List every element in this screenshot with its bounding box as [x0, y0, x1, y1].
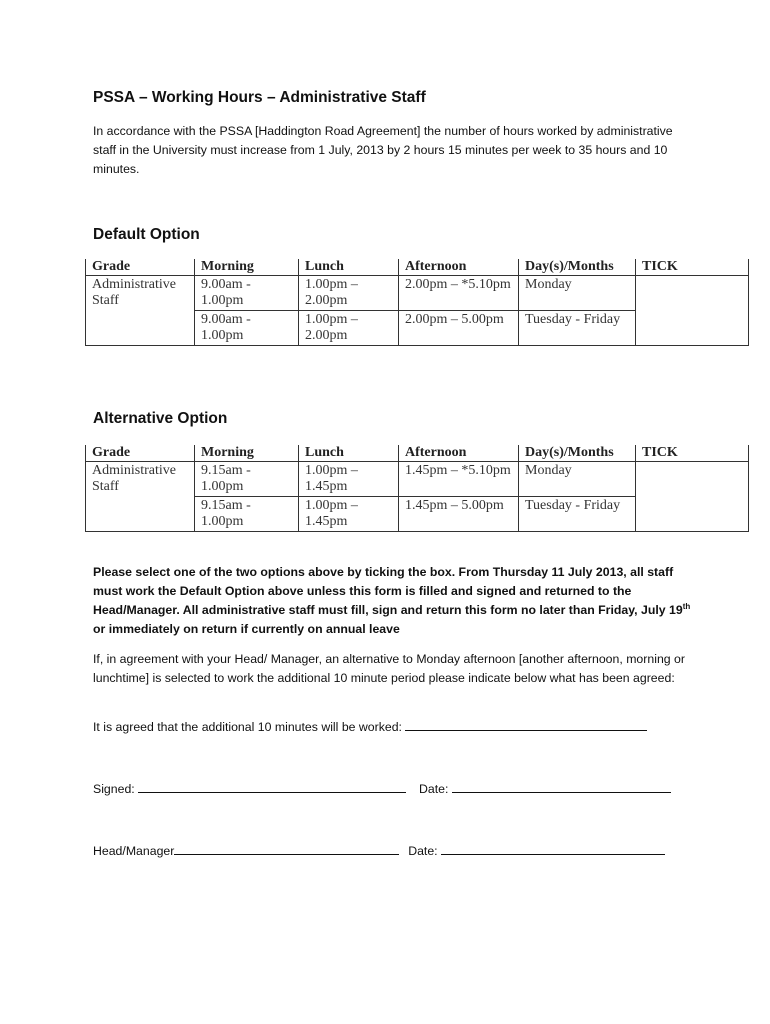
intro-paragraph: In accordance with the PSSA [Haddington Road Agreement] the number of hours worked by administrative staff in the University must increase from 1 July, 2013 by 2 hours 15 minutes per week to 35 hours and 10 minutes.	[93, 124, 673, 176]
header-tick: TICK	[636, 259, 749, 276]
table-row	[86, 462, 749, 497]
header-morning: Morning	[195, 445, 299, 462]
default-option-heading: Default Option	[93, 226, 200, 243]
header-afternoon: Afternoon	[399, 445, 519, 462]
table-header-row	[86, 445, 749, 462]
signed-date-label: Date:	[418, 782, 449, 796]
lunch-cell: 1.00pm – 1.45pm	[299, 497, 399, 532]
header-days: Day(s)/Months	[519, 259, 636, 276]
default-option-table	[85, 259, 749, 346]
notice-text: Please select one of the two options above by ticking the box. From Thursday 11 July 2013, all staff must work the Default Option above unless this form is filled and signed and returned to the Head/Manager. All administrative staff must fill, sign and return this form no later than Friday, July 19	[93, 565, 683, 617]
lunch-cell: 1.00pm – 2.00pm	[299, 276, 399, 311]
page-title: PSSA – Working Hours – Administrative Staff	[93, 89, 426, 106]
header-days: Day(s)/Months	[519, 445, 636, 462]
instructions-notice	[93, 563, 693, 639]
table-header-row	[86, 259, 749, 276]
morning-cell: 9.15am - 1.00pm	[195, 497, 299, 532]
afternoon-cell: 2.00pm – 5.00pm	[399, 311, 519, 346]
head-manager-date-label: Date:	[408, 844, 438, 858]
agreed-time-line	[93, 719, 647, 734]
header-lunch: Lunch	[299, 259, 399, 276]
alternative-option-tick-box[interactable]	[636, 462, 749, 532]
header-tick: TICK	[636, 445, 749, 462]
agreed-time-label: It is agreed that the additional 10 minutes will be worked:	[93, 720, 402, 734]
notice-superscript: th	[682, 601, 691, 611]
head-manager-signature-field[interactable]	[174, 843, 399, 855]
header-afternoon: Afternoon	[399, 259, 519, 276]
morning-cell: 9.00am - 1.00pm	[195, 276, 299, 311]
header-grade: Grade	[86, 259, 195, 276]
agreed-time-field[interactable]	[405, 719, 647, 731]
header-grade: Grade	[86, 445, 195, 462]
days-cell: Monday	[519, 462, 636, 497]
head-manager-line	[93, 843, 665, 858]
header-lunch: Lunch	[299, 445, 399, 462]
default-option-tick-box[interactable]	[636, 276, 749, 346]
afternoon-cell: 1.45pm – 5.00pm	[399, 497, 519, 532]
table-row	[86, 276, 749, 311]
days-cell: Monday	[519, 276, 636, 311]
morning-cell: 9.00am - 1.00pm	[195, 311, 299, 346]
alternative-option-table	[85, 445, 749, 532]
morning-cell: 9.15am - 1.00pm	[195, 462, 299, 497]
agreement-paragraph: If, in agreement with your Head/ Manager, an alternative to Monday afternoon [another afternoon, morning or lunchtime] is selected to work the additional 10 minute period please indicate below what has been agreed:	[93, 652, 685, 685]
grade-cell: Administrative Staff	[86, 276, 195, 346]
signed-line	[93, 781, 671, 796]
grade-cell: Administrative Staff	[86, 462, 195, 532]
signed-label: Signed:	[93, 782, 135, 796]
head-manager-date-field[interactable]	[441, 843, 665, 855]
signed-date-field[interactable]	[452, 781, 671, 793]
signature-field[interactable]	[138, 781, 406, 793]
header-morning: Morning	[195, 259, 299, 276]
days-cell: Tuesday - Friday	[519, 311, 636, 346]
lunch-cell: 1.00pm – 1.45pm	[299, 462, 399, 497]
lunch-cell: 1.00pm – 2.00pm	[299, 311, 399, 346]
afternoon-cell: 1.45pm – *5.10pm	[399, 462, 519, 497]
head-manager-label: Head/Manager	[93, 844, 175, 858]
notice-text-end: or immediately on return if currently on annual leave	[93, 622, 400, 636]
days-cell: Tuesday - Friday	[519, 497, 636, 532]
alternative-option-heading: Alternative Option	[93, 410, 228, 427]
afternoon-cell: 2.00pm – *5.10pm	[399, 276, 519, 311]
